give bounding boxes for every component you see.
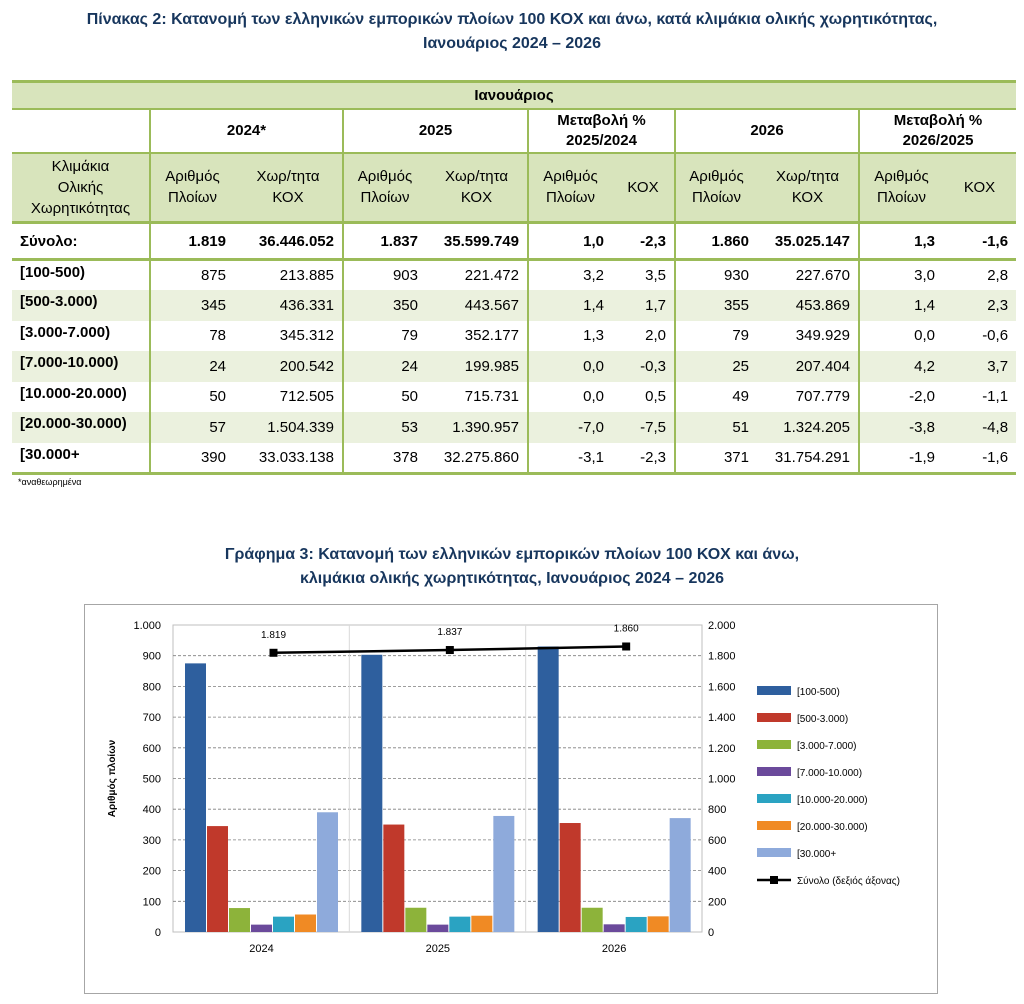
bar — [383, 825, 404, 932]
table-cell: 2,8 — [987, 267, 1009, 284]
bar — [582, 908, 603, 932]
y-tick-label: 700 — [142, 712, 161, 725]
line-marker — [446, 646, 454, 654]
table-cell: 930 — [675, 260, 757, 291]
bar — [251, 925, 272, 932]
year-header-empty — [12, 109, 150, 153]
chart-title-line2: κλιμάκια ολικής χωρητικότητας, Ιανουάριος 2024 – 2026 — [299, 570, 725, 587]
legend-swatch — [757, 821, 791, 830]
legend-label: [500-3.000) — [797, 714, 849, 725]
col-ships-2026 — [675, 153, 757, 223]
table-cell: 78 — [150, 321, 234, 352]
table-cell: 4,2 — [859, 351, 943, 382]
table-cell: 903 — [343, 260, 426, 291]
table-cell: 207.404 — [757, 351, 859, 382]
y-tick-label: 400 — [142, 804, 161, 817]
x-tick-label: 2026 — [601, 943, 627, 955]
table-cell: -1,6 — [943, 223, 1016, 260]
table-cell: 1,3 — [859, 223, 943, 260]
y2-tick-label: 0 — [708, 927, 715, 939]
table-cell: 51 — [675, 412, 757, 443]
bar — [538, 646, 559, 932]
table-cell: 345 — [150, 290, 234, 321]
line-marker — [622, 642, 630, 650]
legend-label: [20.000-30.000) — [797, 822, 868, 833]
col-label: Χωρ/τητα — [775, 168, 840, 186]
y-tick-label: 0 — [154, 927, 161, 939]
y2-tick-label: 1.200 — [708, 742, 736, 755]
table-cell: 35.025.147 — [757, 223, 859, 260]
chart-container — [84, 604, 938, 994]
table-cell: 1,4 — [528, 290, 612, 321]
y2-tick-label: 400 — [708, 865, 727, 878]
table-cell: 1.860 — [675, 223, 757, 260]
table-cell: 1.837 — [343, 223, 426, 260]
col-label: ΚΟΧ — [272, 189, 304, 207]
y2-tick-label: 1.600 — [708, 681, 736, 694]
table-cell: 1.324.205 — [757, 412, 859, 443]
table-cell: 378 — [343, 443, 426, 474]
total-row — [12, 223, 1016, 260]
row-label: [7.000-10.000) — [12, 351, 150, 382]
table-cell: -3,1 — [528, 443, 612, 474]
col-label: ΚΟΧ — [791, 189, 824, 207]
table-cell: 36.446.052 — [234, 223, 343, 260]
table-cell: -0,3 — [612, 351, 675, 382]
y-tick-label: 1.000 — [133, 620, 161, 632]
footnote: *αναθεωρημένα — [18, 477, 82, 487]
table-cell: 345.312 — [279, 327, 334, 345]
legend-label: [10.000-20.000) — [797, 795, 868, 806]
table-cell: 707.779 — [795, 388, 850, 406]
bar — [648, 916, 669, 932]
table-cell: 79 — [675, 321, 757, 352]
table-row — [12, 260, 1016, 291]
bar — [560, 823, 581, 932]
col-label: Πλοίων — [692, 189, 741, 207]
table-row — [12, 351, 1016, 382]
x-tick-label: 2025 — [425, 943, 451, 955]
table-cell: 1.390.957 — [426, 412, 528, 443]
y-tick-label: 300 — [142, 834, 161, 847]
table-cell: 0,0 — [859, 321, 943, 352]
row-label: [3.000-7.000) — [20, 323, 111, 341]
table-cell: 24 — [343, 351, 426, 382]
table-cell: -2,3 — [612, 223, 675, 260]
table-cell: 25 — [675, 351, 757, 382]
legend-swatch — [757, 713, 791, 722]
row-label: [500-3.000) — [12, 290, 150, 321]
row-header-line: Ολικής — [57, 178, 104, 196]
table-cell: 3,5 — [645, 267, 666, 284]
table-cell: 3,0 — [859, 260, 943, 291]
table-cell: -1,6 — [943, 443, 1016, 474]
data-label: 1.819 — [260, 629, 287, 641]
table-cell: 50 — [343, 382, 426, 413]
total-label: Σύνολο: — [12, 223, 150, 260]
col-ships-change2 — [859, 153, 943, 223]
col-label: Πλοίων — [546, 189, 595, 207]
col-label: ΚΟΧ — [460, 189, 493, 207]
data-label: 1.860 — [613, 623, 639, 635]
table-cell: 3,2 — [528, 260, 612, 291]
bar — [670, 818, 691, 932]
change-header-period: 2025/2024 — [566, 131, 637, 149]
legend-label: [30.000+ — [797, 849, 837, 860]
table-row — [12, 382, 1016, 413]
table-cell: 35.599.749 — [426, 223, 528, 260]
change-header-label: Μεταβολή % — [893, 111, 983, 129]
table-cell: 33.033.138 — [234, 443, 343, 474]
y-tick-label: 500 — [142, 773, 161, 786]
table-cell: 712.505 — [279, 388, 334, 406]
table-cell: 875 — [150, 260, 234, 291]
table-cell: 1.504.339 — [234, 412, 343, 443]
row-label: [10.000-20.000) — [20, 384, 127, 402]
bar — [295, 915, 316, 932]
table-cell: -2,0 — [859, 382, 943, 413]
table-cell: -4,8 — [943, 412, 1016, 443]
table-cell: -7,5 — [612, 412, 675, 443]
legend-swatch — [757, 848, 791, 857]
table-cell: 49 — [675, 382, 757, 413]
bar — [449, 917, 470, 932]
month-header-row — [12, 82, 1016, 109]
y-tick-label: 900 — [142, 650, 161, 663]
y2-tick-label: 1.000 — [708, 773, 736, 786]
table-cell: 24 — [150, 351, 234, 382]
col-kox-change1: ΚΟΧ — [612, 153, 675, 223]
table-cell: 32.275.860 — [426, 443, 528, 474]
bar — [273, 917, 294, 932]
table-cell: 221.472 — [464, 267, 519, 284]
y-tick-label: 200 — [142, 865, 161, 878]
change-header-2026-2025 — [859, 109, 1016, 153]
table-cell: 199.985 — [426, 351, 528, 382]
table-cell: 1,3 — [528, 321, 612, 352]
table-cell: 453.869 — [757, 290, 859, 321]
col-label: Πλοίων — [877, 189, 926, 207]
data-label: 1.837 — [437, 627, 463, 639]
col-grt-2024 — [234, 153, 343, 223]
bar — [317, 812, 338, 932]
table-cell: 352.177 — [464, 327, 519, 345]
y2-tick-label: 600 — [708, 834, 727, 847]
y2-tick-label: 200 — [708, 896, 727, 909]
table-cell: 213.885 — [279, 267, 334, 284]
row-header-line: Χωρητικότητας — [30, 199, 131, 217]
plot-area — [173, 625, 702, 932]
table-row — [12, 412, 1016, 443]
col-label: Αριθμός — [543, 168, 598, 186]
change-header-2025-2024 — [528, 109, 675, 153]
table-row — [12, 321, 1016, 352]
table-cell: 53 — [343, 412, 426, 443]
table-cell: -1,1 — [982, 388, 1009, 406]
bar-chart — [85, 605, 937, 993]
y2-tick-label: 800 — [708, 804, 727, 817]
row-header — [12, 153, 150, 223]
table-cell: 349.929 — [795, 327, 850, 345]
col-grt-2026 — [757, 153, 859, 223]
table-title-line2: Ιανουάριος 2024 – 2026 — [423, 35, 601, 52]
table-cell: 79 — [343, 321, 426, 352]
legend-label: [3.000-7.000) — [797, 741, 857, 752]
legend-label: [7.000-10.000) — [797, 768, 863, 779]
year-header-2024: 2024* — [150, 109, 343, 153]
table-cell: 200.542 — [234, 351, 343, 382]
y-tick-label: 100 — [142, 896, 161, 909]
bar — [604, 924, 625, 932]
row-label: [100-500) — [20, 264, 86, 281]
bar — [207, 826, 228, 932]
y2-tick-label: 2.000 — [708, 620, 736, 632]
table-cell: 355 — [675, 290, 757, 321]
line-marker — [270, 649, 278, 657]
table-row — [12, 290, 1016, 321]
legend-label: [100-500) — [797, 687, 840, 698]
table-cell: 3,7 — [943, 351, 1016, 382]
y-tick-label: 800 — [142, 681, 161, 694]
table-title-line1: Πίνακας 2: Κατανομή των ελληνικών εμπορικών πλοίων 100 ΚΟΧ και άνω, κατά κλιμάκια ολικής χωρητικότητας, — [86, 11, 938, 28]
bar — [493, 816, 514, 932]
shipping-table — [12, 80, 1016, 475]
col-label: Πλοίων — [168, 189, 217, 207]
col-ships-2025 — [343, 153, 426, 223]
column-header-row — [12, 153, 1016, 223]
col-label: Αριθμός — [165, 168, 220, 186]
chart-title — [0, 543, 1024, 591]
chart-title-line1: Γράφημα 3: Κατανομή των ελληνικών εμπορικών πλοίων 100 ΚΟΧ και άνω, — [224, 546, 800, 563]
table-cell: 443.567 — [426, 290, 528, 321]
col-label: Αριθμός — [874, 168, 929, 186]
table-cell: 2,0 — [645, 327, 666, 345]
bar — [471, 916, 492, 932]
table-cell: 31.754.291 — [757, 443, 859, 474]
row-header-line: Κλιμάκια — [51, 157, 110, 175]
y2-tick-label: 1.400 — [708, 712, 736, 725]
table-cell: 2,3 — [943, 290, 1016, 321]
bar — [427, 925, 448, 932]
table-cell: 390 — [150, 443, 234, 474]
table-cell: 371 — [675, 443, 757, 474]
y-tick-label: 600 — [142, 742, 161, 755]
table-cell: 1.819 — [150, 223, 234, 260]
table-title — [0, 8, 1024, 56]
bar — [229, 908, 250, 932]
row-label: [20.000-30.000) — [12, 412, 150, 443]
year-header-row — [12, 109, 1016, 153]
table-cell: 0,0 — [528, 382, 612, 413]
col-label: Πλοίων — [360, 189, 410, 207]
bar — [361, 655, 382, 932]
table-cell: -0,6 — [982, 327, 1009, 345]
table-cell: -2,3 — [612, 443, 675, 474]
y-axis-title: Αριθμός πλοίων — [107, 739, 118, 818]
col-label: Χωρ/τητα — [256, 168, 320, 186]
col-label: Αριθμός — [689, 168, 744, 186]
legend-marker — [770, 876, 778, 884]
table-cell: 436.331 — [234, 290, 343, 321]
table-cell: 350 — [343, 290, 426, 321]
col-label: Αριθμός — [357, 168, 413, 186]
table-cell: 1,7 — [612, 290, 675, 321]
legend-swatch — [757, 686, 791, 695]
table-cell: 57 — [150, 412, 234, 443]
legend-swatch — [757, 794, 791, 803]
table-row — [12, 443, 1016, 474]
year-header-2026: 2026 — [675, 109, 859, 153]
bar — [185, 663, 206, 932]
table-cell: 715.731 — [464, 388, 519, 406]
row-label: [30.000+ — [12, 443, 150, 474]
col-ships-2024 — [150, 153, 234, 223]
x-tick-label: 2024 — [249, 943, 274, 955]
table-cell: -1,9 — [859, 443, 943, 474]
bar — [626, 917, 647, 932]
table-cell: 0,5 — [645, 388, 666, 406]
legend-swatch — [757, 767, 791, 776]
legend-swatch — [757, 740, 791, 749]
col-ships-change1 — [528, 153, 612, 223]
table-cell: 1,0 — [528, 223, 612, 260]
table-cell: 0,0 — [528, 351, 612, 382]
table-cell: -3,8 — [859, 412, 943, 443]
y2-tick-label: 1.800 — [708, 650, 736, 663]
legend-label: Σύνολο (δεξιός άξονας) — [797, 876, 900, 887]
col-grt-2025 — [426, 153, 528, 223]
table-cell: 227.670 — [795, 267, 850, 284]
col-label: Χωρ/τητα — [444, 168, 509, 186]
table-cell: 50 — [150, 382, 234, 413]
table-cell: -7,0 — [528, 412, 612, 443]
table-cell: 1,4 — [859, 290, 943, 321]
bar — [405, 908, 426, 932]
col-kox-change2: ΚΟΧ — [943, 153, 1016, 223]
month-header: Ιανουάριος — [12, 82, 1016, 109]
change-header-label: Μεταβολή % — [557, 111, 646, 129]
year-header-2025: 2025 — [343, 109, 528, 153]
table-body — [12, 260, 1016, 474]
change-header-period: 2026/2025 — [902, 131, 974, 149]
